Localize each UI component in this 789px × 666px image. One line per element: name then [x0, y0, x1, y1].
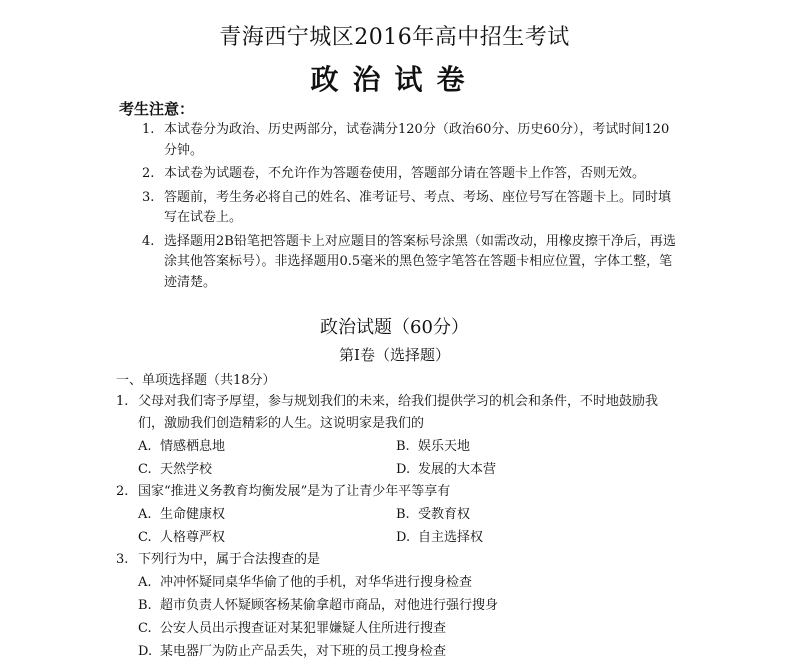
paper-title: 政治试卷 — [310, 63, 479, 96]
notice-item — [142, 232, 682, 294]
option-a — [138, 571, 681, 594]
option-text: 受教育权 — [418, 507, 471, 522]
option-label: A. — [138, 507, 152, 522]
question-number: 3. — [116, 552, 129, 567]
question-number: 1. — [116, 394, 129, 409]
options — [138, 503, 681, 549]
option-text: 公安人员出示搜查证对某犯罪嫌疑人住所进行搜查 — [160, 621, 447, 636]
option-d — [396, 526, 654, 549]
question-number: 2. — [116, 484, 129, 499]
option-c — [138, 617, 681, 640]
notice-item-number: 2. — [142, 166, 155, 181]
option-text: 情感栖息地 — [160, 439, 226, 454]
question-text: 下列行为中，属于合法搜查的是 — [138, 552, 321, 567]
option-label: D. — [396, 530, 411, 545]
notice-item — [142, 120, 682, 161]
option-label: B. — [396, 439, 410, 454]
option-d — [396, 458, 654, 481]
option-text: 冲冲怀疑同桌华华偷了他的手机，对华华进行搜身检查 — [160, 575, 473, 590]
option-label: D. — [138, 644, 153, 659]
option-label: A. — [138, 439, 152, 454]
notice-item-number: 1. — [142, 122, 155, 137]
question-1 — [116, 391, 681, 481]
option-label: C. — [138, 530, 152, 545]
option-text: 娱乐天地 — [418, 439, 471, 454]
question-stem — [116, 391, 681, 435]
option-label: C. — [138, 462, 152, 477]
notice-item-text: 答题前，考生务必将自己的姓名、准考证号、考点、考场、座位号写在答题卡上。同时填写在试卷上。 — [164, 189, 672, 225]
option-text: 天然学校 — [160, 462, 213, 477]
notice-item-number: 4. — [142, 233, 155, 249]
option-c — [138, 526, 396, 549]
option-label: C. — [138, 621, 152, 636]
notice-item-text: 本试卷分为政治、历史两部分，试卷满分120分（政治60分、历史60分），考试时间120分钟。 — [164, 122, 670, 158]
notice-item-number: 3. — [142, 189, 155, 205]
option-b — [138, 594, 681, 617]
notice-list — [142, 120, 682, 296]
question-text: 父母对我们寄予厚望，参与规划我们的未来，给我们提供学习的机会和条件，不时地鼓励我们，激励我们创造精彩的人生。这说明家是我们的 — [138, 394, 659, 431]
option-text: 生命健康权 — [160, 507, 226, 522]
option-b — [396, 503, 654, 526]
option-text: 某电器厂为防止产品丢失，对下班的员工搜身检查 — [160, 644, 447, 659]
option-d — [138, 640, 681, 663]
options — [138, 571, 681, 663]
option-text: 自主选择权 — [418, 530, 484, 545]
option-label: B. — [138, 598, 152, 613]
question-3 — [116, 549, 681, 663]
notice-item — [142, 164, 682, 185]
option-label: B. — [396, 507, 410, 522]
notice-item — [142, 188, 682, 229]
option-b — [396, 435, 654, 458]
exam-title: 青海西宁城区2016年高中招生考试 — [219, 25, 570, 50]
notice-item-text: 选择题用2B铅笔把答题卡上对应题目的答案标号涂黑（如需改动，用橡皮擦干净后，再选涂其他答案标号）。非选择题用0.5毫米的黑色签字笔答在答题卡相应位置，字体工整，笔迹清楚。 — [164, 233, 676, 290]
options — [138, 435, 681, 481]
question-stem — [116, 481, 681, 503]
question-2 — [116, 481, 681, 549]
notice-heading: 考生注意： — [119, 100, 195, 118]
part-heading: 一、单项选择题（共18分） — [116, 373, 276, 388]
option-label: D. — [396, 462, 411, 477]
option-text: 发展的大本营 — [418, 462, 497, 477]
option-c — [138, 458, 396, 481]
question-text: 国家“推进义务教育均衡发展”是为了让青少年平等享有 — [138, 484, 451, 499]
option-a — [138, 503, 396, 526]
option-label: A. — [138, 575, 152, 590]
question-list — [116, 391, 681, 663]
question-stem — [116, 549, 681, 571]
option-text: 人格尊严权 — [160, 530, 226, 545]
notice-item-text: 本试卷为试题卷，不允许作为答题卷使用，答题部分请在答题卡上作答，否则无效。 — [164, 166, 646, 181]
section-title: 政治试题（60分） — [320, 317, 469, 338]
option-text: 超市负责人怀疑顾客杨某偷拿超市商品，对他进行强行搜身 — [160, 598, 499, 613]
option-a — [138, 435, 396, 458]
volume-title: 第Ⅰ卷（选择题） — [339, 346, 450, 364]
